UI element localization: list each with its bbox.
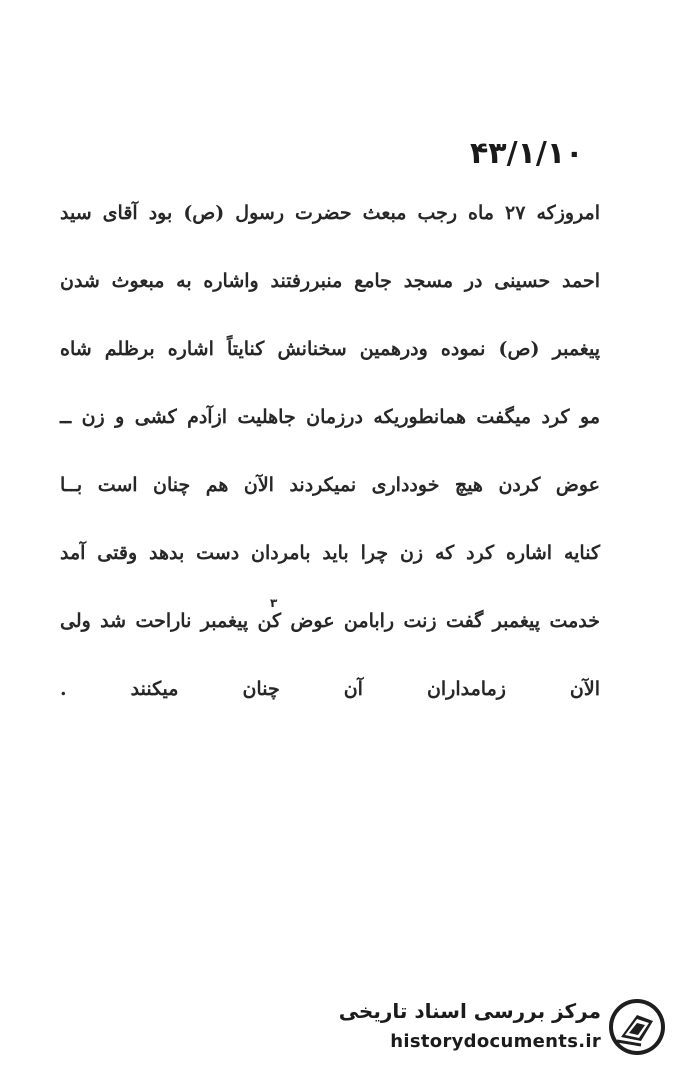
text-line-4: مو کرد میگفت همانطوریکه درزمان جاهلیت ازآدم کشی و زن ــ bbox=[60, 406, 600, 428]
handwritten-annotation: ۳ bbox=[270, 596, 278, 610]
text-line-8: الآن زمامداران آن چنان میکنند . bbox=[60, 678, 600, 700]
watermark-url[interactable]: historydocuments.ir bbox=[390, 1031, 601, 1052]
watermark[interactable] bbox=[338, 993, 667, 1063]
text-line-1: امروزکه ۲۷ ماه رجب مبعث حضرت رسول (ص) بود آقای سید bbox=[60, 202, 601, 224]
text-line-6: کنایه اشاره کرد که زن چرا باید بامردان دست بدهد وقتی آمد bbox=[60, 542, 600, 564]
document-body bbox=[60, 188, 600, 732]
watermark-title: مرکز بررسی اسناد تاریخی bbox=[338, 999, 601, 1023]
text-line-7: خدمت پیغمبر گفت زنت رابامن عوض کن پیغمبر ناراحت شد ولی bbox=[60, 610, 600, 632]
text-line-2: احمد حسینی در مسجد جامع منبررفتند واشاره به مبعوث شدن bbox=[60, 270, 600, 292]
text-line-3: پیغمبر (ص) نموده ودرهمین سخنانش کنایتاً اشاره برظلم شاه bbox=[60, 338, 600, 360]
archive-book-logo-icon bbox=[607, 997, 667, 1057]
text-line-5: عوض کردن هیچ خودداری نمیکردند الآن هم چنان است بــا bbox=[60, 474, 600, 496]
document-date: ۴۳/۱/۱۰ bbox=[470, 136, 584, 171]
